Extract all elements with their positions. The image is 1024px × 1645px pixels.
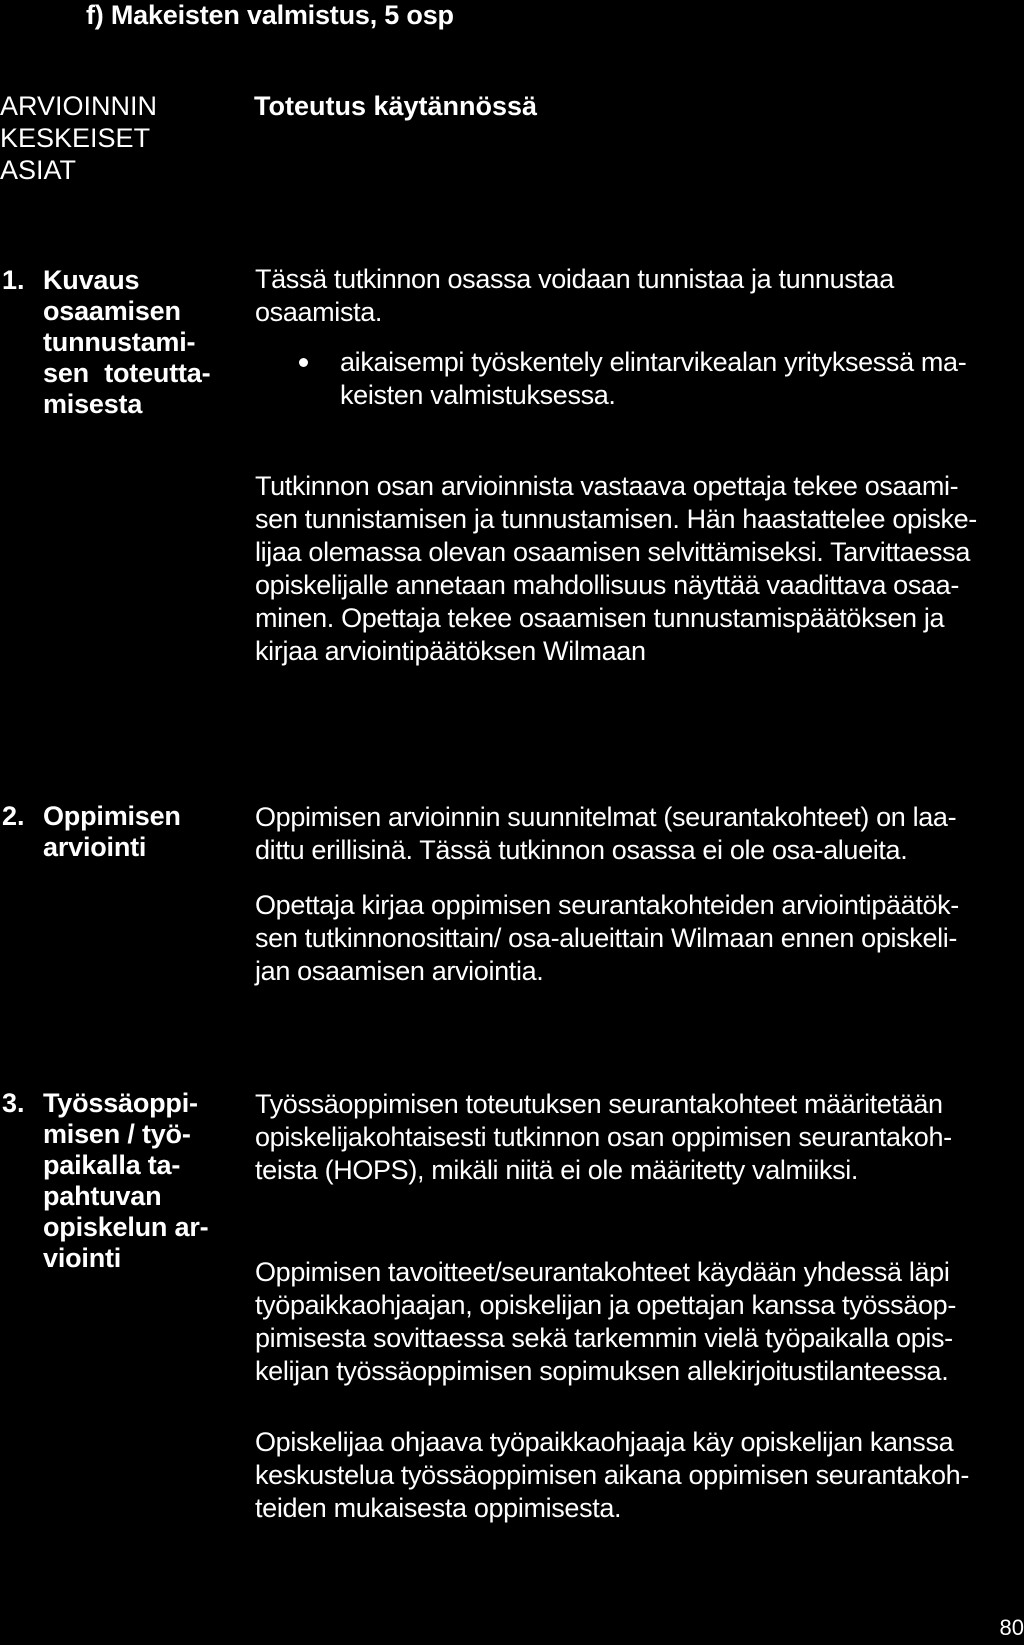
paragraph-line: teista (HOPS), mikäli niitä ei ole määritetty valmiiksi.: [255, 1155, 859, 1185]
section-title-line: viointi: [43, 1243, 122, 1273]
section-title-line: osaamisen: [43, 296, 181, 326]
section-title-line: sen toteutta-: [43, 358, 211, 388]
paragraph-line: kelijan työssäoppimisen sopimuksen allekirjoitustilanteessa.: [255, 1356, 949, 1386]
section-title-line: tunnustami-: [43, 327, 196, 357]
section-2-number: 2.: [2, 801, 25, 831]
section-title-line: Työssäoppi-: [43, 1088, 198, 1118]
section-title-line: arviointi: [43, 832, 147, 862]
left-header-line: ASIAT: [0, 155, 77, 185]
paragraph-line: dittu erillisinä. Tässä tutkinnon osassa ei ole osa-alueita.: [255, 835, 908, 865]
paragraph-line: Oppimisen tavoitteet/seurantakohteet käydään yhdessä läpi: [255, 1257, 950, 1287]
paragraph-line: osaamista.: [255, 297, 383, 327]
paragraph-line: minen. Opettaja tekee osaamisen tunnustamispäätöksen ja: [255, 603, 945, 633]
section-3-paragraph-3: [255, 1426, 969, 1525]
bullet-line: aikaisempi työskentely elintarvikealan yrityksessä ma-: [340, 347, 967, 377]
section-title-line: Oppimisen: [43, 801, 181, 831]
paragraph-line: kirjaa arviointipäätöksen Wilmaan: [255, 636, 646, 666]
paragraph-line: opiskelijakohtaisesti tutkinnon osan oppimisen seurantakoh-: [255, 1122, 952, 1152]
section-2-paragraph-1: [255, 801, 956, 867]
section-title-line: pahtuvan: [43, 1181, 162, 1211]
paragraph-line: työpaikkaohjaajan, opiskelijan ja opettajan kanssa työssäop-: [255, 1290, 956, 1320]
section-title-line: paikalla ta-: [43, 1150, 181, 1180]
left-column-header: [0, 90, 200, 186]
paragraph-line: Opiskelijaa ohjaava työpaikkaohjaaja käy opiskelijan kanssa: [255, 1427, 954, 1457]
right-column-header: Toteutus käytännössä: [254, 91, 538, 121]
paragraph-line: sen tutkinnonosittain/ osa-alueittain Wilmaan ennen opiskeli-: [255, 923, 958, 953]
section-3-number: 3.: [2, 1088, 25, 1118]
bullet-line: keisten valmistuksessa.: [340, 380, 616, 410]
section-1-bullet: [340, 346, 966, 412]
section-1-intro: [255, 263, 894, 329]
section-2-paragraph-2: [255, 889, 959, 988]
section-title-line: opiskelun ar-: [43, 1212, 209, 1242]
left-header-line: ARVIOINNIN: [0, 91, 158, 121]
paragraph-line: pimisesta sovittaessa sekä tarkemmin vielä työpaikalla opis-: [255, 1323, 953, 1353]
section-1-title: [43, 265, 210, 420]
paragraph-line: teiden mukaisesta oppimisesta.: [255, 1493, 622, 1523]
section-title-line: Kuvaus: [43, 265, 140, 295]
paragraph-line: Oppimisen arvioinnin suunnitelmat (seurantakohteet) on laa-: [255, 802, 957, 832]
section-1-number: 1.: [2, 265, 25, 295]
paragraph-line: Tässä tutkinnon osassa voidaan tunnistaa ja tunnustaa: [255, 264, 894, 294]
section-title-line: misen / työ-: [43, 1119, 191, 1149]
section-3-title: [43, 1088, 208, 1274]
paragraph-line: Työssäoppimisen toteutuksen seurantakohteet määritetään: [255, 1089, 943, 1119]
paragraph-line: opiskelijalle annetaan mahdollisuus näyttää vaadittava osaa-: [255, 570, 959, 600]
paragraph-line: lijaa olemassa olevan osaamisen selvittämiseksi. Tarvittaessa: [255, 537, 970, 567]
left-header-line: KESKEISET: [0, 123, 151, 153]
paragraph-line: jan osaamisen arviointia.: [255, 956, 544, 986]
section-3-paragraph-2: [255, 1256, 956, 1388]
paragraph-line: Opettaja kirjaa oppimisen seurantakohteiden arviointipäätök-: [255, 890, 959, 920]
bullet-icon: [299, 358, 308, 367]
page-title: f) Makeisten valmistus, 5 osp: [86, 0, 454, 30]
section-title-line: misesta: [43, 389, 143, 419]
section-1-paragraph: [255, 470, 977, 668]
section-2-title: [43, 801, 181, 863]
page-number: 80: [999, 1615, 1024, 1640]
paragraph-line: sen tunnistamisen ja tunnustamisen. Hän haastattelee opiske-: [255, 504, 977, 534]
paragraph-line: Tutkinnon osan arvioinnista vastaava opettaja tekee osaami-: [255, 471, 959, 501]
paragraph-line: keskustelua työssäoppimisen aikana oppimisen seurantakoh-: [255, 1460, 969, 1490]
section-3-paragraph-1: [255, 1088, 952, 1187]
